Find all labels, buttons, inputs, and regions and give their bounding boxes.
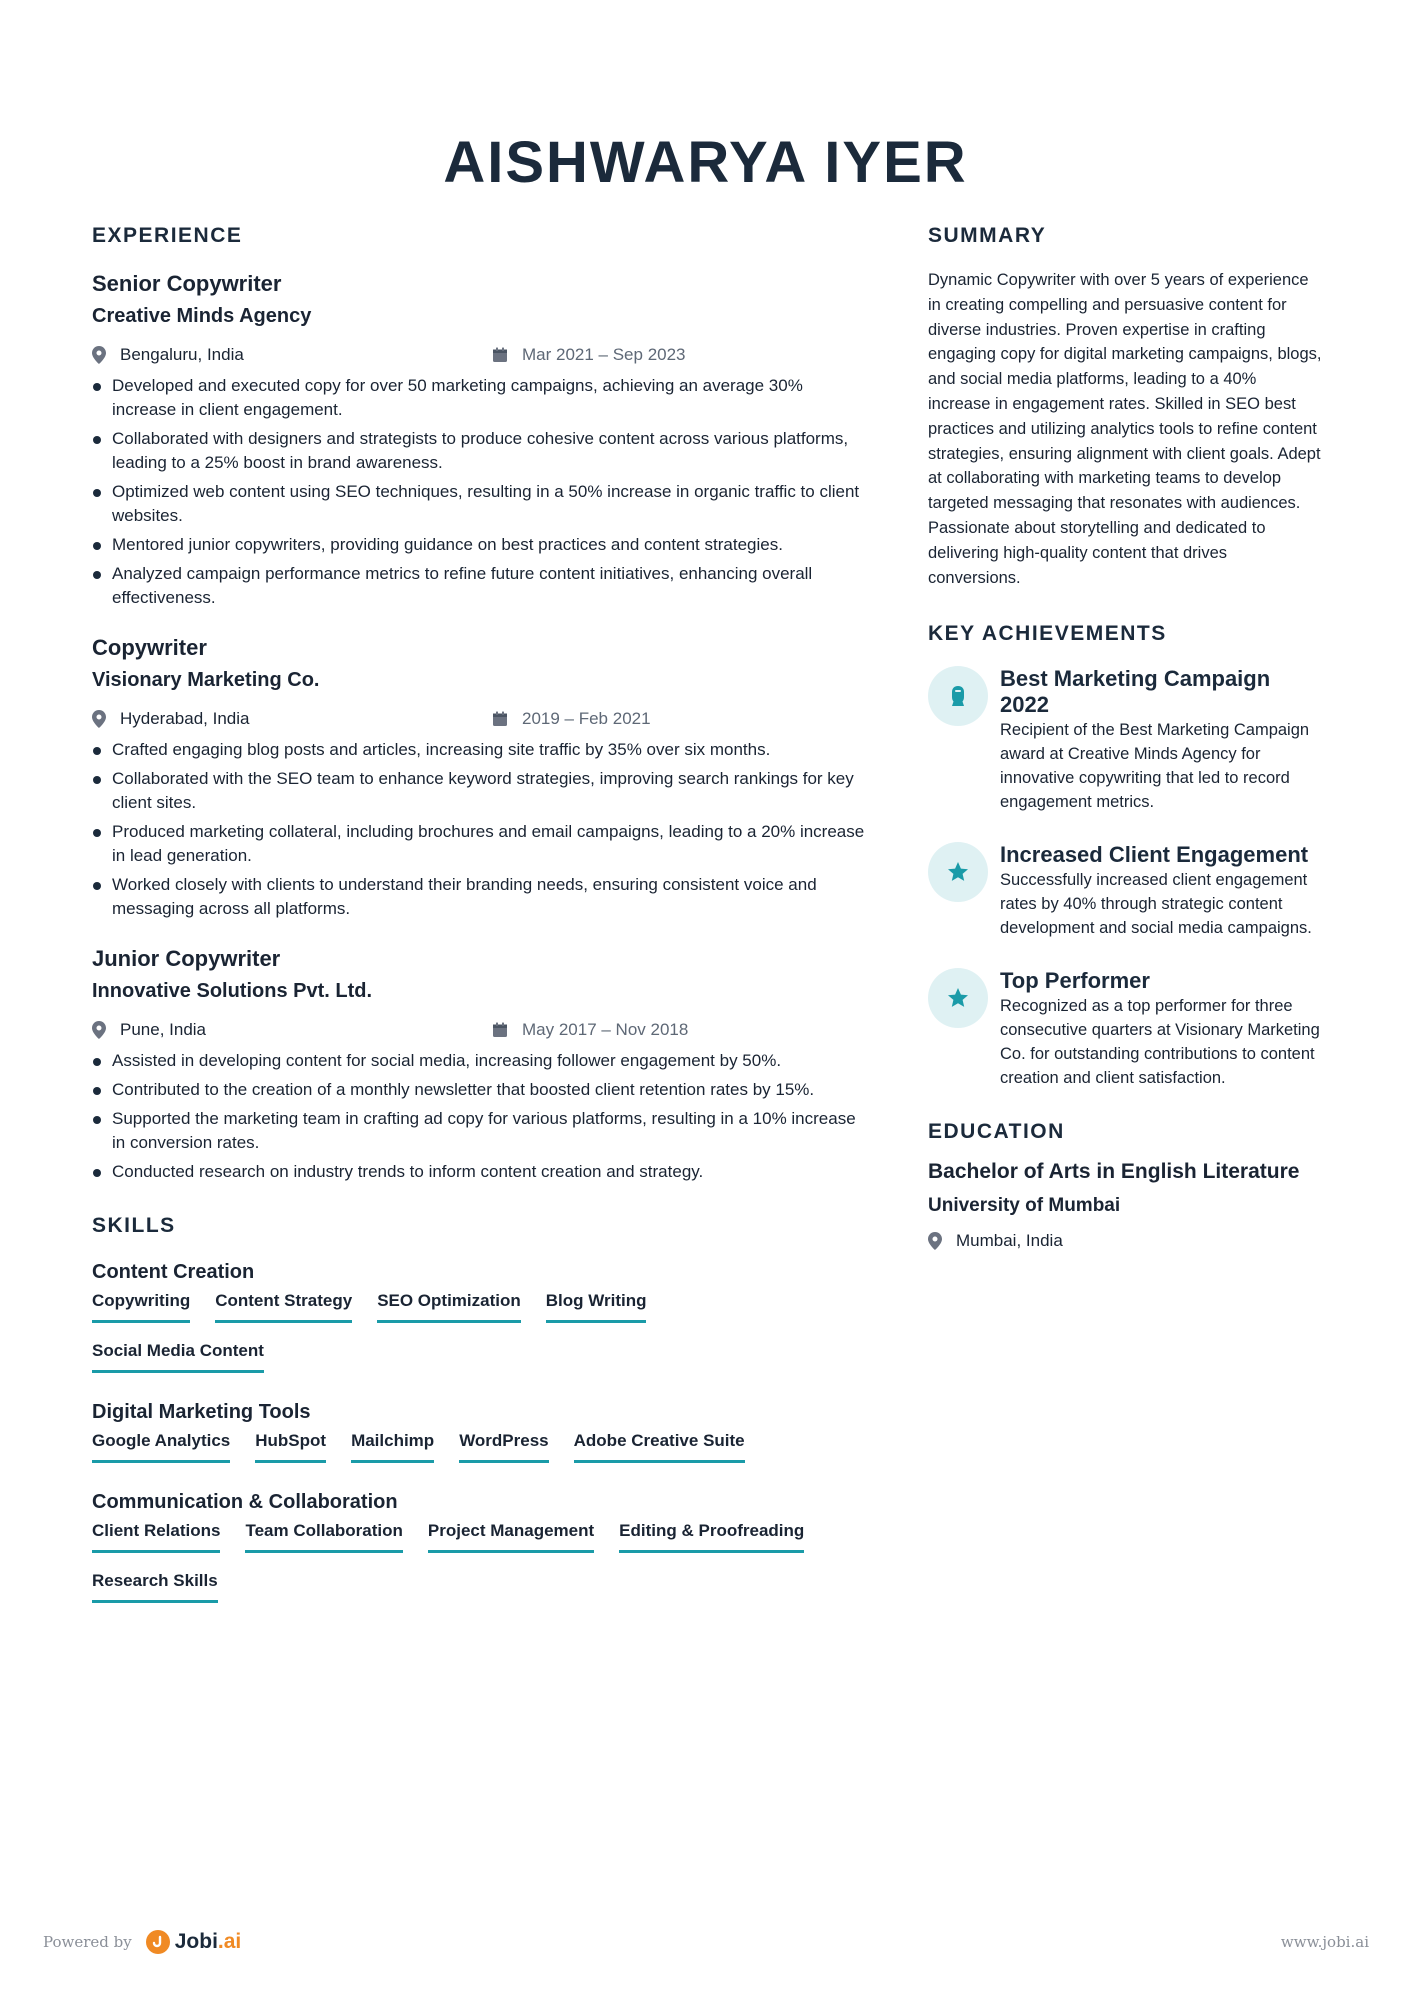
job-bullet <box>92 562 867 610</box>
job-bullet <box>92 427 867 475</box>
job-bullet-text: Collaborated with designers and strategists to produce cohesive content across various platforms, leading to a 25% boost in brand awareness. <box>112 429 849 472</box>
location-pin-icon <box>928 1232 942 1250</box>
resume-name: AISHWARYA IYER <box>443 130 968 195</box>
footer-powered-by <box>43 1930 241 1954</box>
skill-tag: Blog Writing <box>546 1288 647 1323</box>
achievement-title: Increased Client Engagement <box>1000 842 1309 868</box>
achievement-body <box>1000 842 1323 940</box>
calendar-icon <box>492 347 508 363</box>
star-icon <box>928 842 988 902</box>
skill-group-title: Content Creation <box>92 1261 255 1283</box>
job-company: Visionary Marketing Co. <box>92 669 320 691</box>
bullet-dot <box>93 882 101 890</box>
skill-group <box>92 1258 867 1388</box>
education-location <box>928 1226 1063 1256</box>
education-section <box>928 1118 1323 1256</box>
brand-name: Jobi <box>174 1930 218 1953</box>
bullet-dot <box>93 489 101 497</box>
job-location <box>92 340 244 370</box>
job-bullet-text: Mentored junior copywriters, providing guidance on best practices and content strategies. <box>112 535 783 554</box>
job-location-text: Bengaluru, India <box>120 345 244 364</box>
jobi-logo[interactable] <box>146 1930 242 1954</box>
right-column <box>928 222 1323 1256</box>
job-location <box>92 1015 206 1045</box>
job-dates-text: Mar 2021 – Sep 2023 <box>522 345 686 364</box>
achievement-desc: Successfully increased client engagement rates by 40% through strategic content development and social media campaigns. <box>1000 871 1312 938</box>
skill-tag: Team Collaboration <box>245 1518 402 1553</box>
job-location-text: Pune, India <box>120 1020 207 1039</box>
achievement-item <box>928 842 1323 940</box>
job-dates <box>492 1015 688 1045</box>
star-icon <box>928 968 988 1028</box>
education-degree: Bachelor of Arts in English Literature <box>928 1160 1300 1184</box>
skill-tag: Adobe Creative Suite <box>574 1428 745 1463</box>
job-company: Creative Minds Agency <box>92 305 312 327</box>
job-meta <box>92 704 867 734</box>
job-bullet-text: Crafted engaging blog posts and articles, increasing site traffic by 35% over six months. <box>112 740 771 759</box>
achievement-list <box>928 666 1323 1090</box>
job-bullet <box>92 1049 867 1073</box>
skill-group-title: Digital Marketing Tools <box>92 1401 311 1423</box>
left-column <box>92 222 867 1628</box>
footer-url[interactable]: www.jobi.ai <box>1280 1933 1369 1951</box>
skill-groups <box>92 1258 867 1618</box>
achievement-desc: Recipient of the Best Marketing Campaign award at Creative Minds Agency for innovative copywriting that led to record engagement metrics. <box>1000 721 1310 812</box>
location-pin-icon <box>92 710 106 728</box>
bullet-dot <box>93 776 101 784</box>
job-bullet-text: Collaborated with the SEO team to enhance keyword strategies, improving search rankings for key client sites. <box>112 769 854 812</box>
bullet-dot <box>93 436 101 444</box>
education-school: University of Mumbai <box>928 1195 1121 1217</box>
job-title: Junior Copywriter <box>92 946 281 971</box>
bullet-dot <box>93 1169 101 1177</box>
job-bullet <box>92 820 867 868</box>
skill-tag: Research Skills <box>92 1568 218 1603</box>
job-dates-text: 2019 – Feb 2021 <box>522 709 651 728</box>
achievements-section <box>928 620 1323 1090</box>
job-bullet-text: Developed and executed copy for over 50 marketing campaigns, achieving an average 30% increase in client engagement. <box>112 376 803 419</box>
job-title: Senior Copywriter <box>92 271 282 296</box>
skill-tag: WordPress <box>459 1428 548 1463</box>
job-dates <box>492 340 686 370</box>
job-bullet-text: Supported the marketing team in crafting ad copy for various platforms, resulting in a 10% increase in conversion rates. <box>112 1109 856 1152</box>
job-bullet <box>92 1078 867 1102</box>
job-entry <box>92 943 867 1184</box>
bullet-dot <box>93 1116 101 1124</box>
powered-by-label: Powered by <box>43 1933 132 1951</box>
skill-tag: Client Relations <box>92 1518 220 1553</box>
skill-tags <box>92 1288 867 1388</box>
calendar-icon <box>492 711 508 727</box>
education-heading: EDUCATION <box>928 1120 1065 1144</box>
achievement-item <box>928 666 1323 814</box>
job-bullet <box>92 480 867 528</box>
job-bullet <box>92 1107 867 1155</box>
bullet-dot <box>93 747 101 755</box>
experience-heading: EXPERIENCE <box>92 224 243 247</box>
award-icon <box>928 666 988 726</box>
skill-tags <box>92 1428 867 1478</box>
bullet-dot <box>93 1087 101 1095</box>
job-dates <box>492 704 651 734</box>
job-entry <box>92 268 867 610</box>
job-bullet-text: Conducted research on industry trends to inform content creation and strategy. <box>112 1162 704 1181</box>
job-meta <box>92 1015 867 1045</box>
skill-group-title: Communication & Collaboration <box>92 1491 398 1513</box>
skills-heading: SKILLS <box>92 1214 176 1237</box>
jobi-logo-icon <box>146 1930 170 1954</box>
summary-text: Dynamic Copywriter with over 5 years of experience in creating compelling and persuasive content for diverse industries. Proven expertise in crafting engaging copy for digital marketing campaigns, blogs, and social media platforms, leading to a 40% increase in engagement rates. Skilled in SEO best practices and utilizing analytics tools to refine content strategies, ensuring alignment with client goals. Adept at collaborating with marketing teams to develop targeted messaging that resonates with audiences. Passionate about storytelling and dedicated to delivering high-quality content that drives conversions. <box>928 271 1322 587</box>
experience-section <box>92 222 867 1184</box>
job-bullet <box>92 533 867 557</box>
job-bullet <box>92 738 867 762</box>
summary-section <box>928 222 1323 590</box>
skill-tag: Google Analytics <box>92 1428 230 1463</box>
achievement-body <box>1000 666 1323 814</box>
job-dates-text: May 2017 – Nov 2018 <box>522 1020 689 1039</box>
job-bullet <box>92 873 867 921</box>
achievement-desc: Recognized as a top performer for three consecutive quarters at Visionary Marketing Co. for outstanding contributions to content creation and client satisfaction. <box>1000 997 1320 1088</box>
education-meta <box>928 1226 1323 1256</box>
achievements-heading: KEY ACHIEVEMENTS <box>928 622 1167 646</box>
achievement-item <box>928 968 1323 1090</box>
skill-tag: HubSpot <box>255 1428 326 1463</box>
job-bullets <box>92 1049 867 1184</box>
skill-group <box>92 1488 867 1618</box>
job-bullet-text: Analyzed campaign performance metrics to refine future content initiatives, enhancing overall effectiveness. <box>112 564 813 607</box>
job-bullet-text: Worked closely with clients to understand their branding needs, ensuring consistent voice and messaging across all platforms. <box>112 875 817 918</box>
skill-tag: Copywriting <box>92 1288 190 1323</box>
job-bullet <box>92 374 867 422</box>
achievement-title: Top Performer <box>1000 968 1150 994</box>
skill-tag: SEO Optimization <box>377 1288 521 1323</box>
skill-tag: Project Management <box>428 1518 594 1553</box>
bullet-dot <box>93 542 101 550</box>
skill-tags <box>92 1518 867 1618</box>
job-bullets <box>92 738 867 921</box>
job-company: Innovative Solutions Pvt. Ltd. <box>92 980 373 1002</box>
brand-suffix: .ai <box>217 1930 242 1953</box>
job-bullet-text: Optimized web content using SEO techniques, resulting in a 50% increase in organic traffic to client websites. <box>112 482 860 525</box>
job-title: Copywriter <box>92 635 207 660</box>
achievement-body <box>1000 968 1323 1090</box>
job-bullet-text: Produced marketing collateral, including brochures and email campaigns, leading to a 20% increase in lead generation. <box>112 822 865 865</box>
job-bullet-text: Assisted in developing content for social media, increasing follower engagement by 50%. <box>112 1051 782 1070</box>
summary-heading: SUMMARY <box>928 224 1047 247</box>
bullet-dot <box>93 1058 101 1066</box>
skill-tag: Mailchimp <box>351 1428 434 1463</box>
achievement-title: Best Marketing Campaign 2022 <box>1000 666 1271 718</box>
bullet-dot <box>93 571 101 579</box>
job-bullet <box>92 767 867 815</box>
skill-tag: Editing & Proofreading <box>619 1518 804 1553</box>
job-entry <box>92 632 867 921</box>
job-bullets <box>92 374 867 610</box>
education-location-text: Mumbai, India <box>956 1231 1063 1251</box>
skill-tag: Content Strategy <box>215 1288 352 1323</box>
skill-group <box>92 1398 867 1478</box>
calendar-icon <box>492 1022 508 1038</box>
bullet-dot <box>93 829 101 837</box>
job-bullet <box>92 1160 867 1184</box>
job-location <box>92 704 249 734</box>
job-location-text: Hyderabad, India <box>120 709 250 728</box>
bullet-dot <box>93 383 101 391</box>
job-meta <box>92 340 867 370</box>
job-bullet-text: Contributed to the creation of a monthly newsletter that boosted client retention rates by 15%. <box>112 1080 815 1099</box>
job-list <box>92 268 867 1184</box>
skill-tag: Social Media Content <box>92 1338 264 1373</box>
location-pin-icon <box>92 1021 106 1039</box>
location-pin-icon <box>92 346 106 364</box>
skills-section <box>92 1212 867 1618</box>
